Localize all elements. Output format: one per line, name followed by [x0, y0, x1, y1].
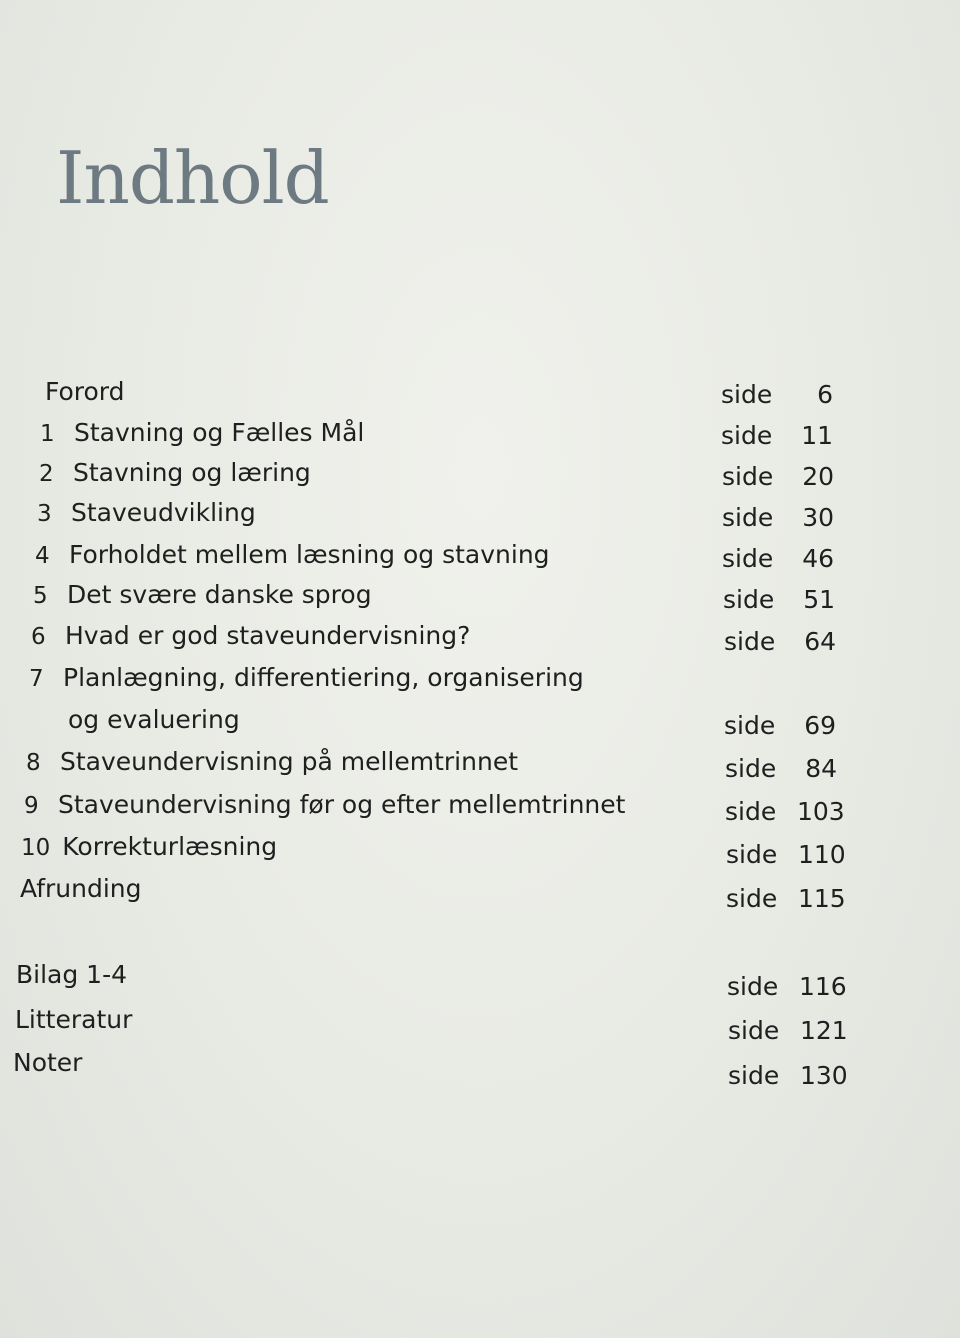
side-label: side	[725, 797, 777, 826]
toc-entry-label: Staveundervisning på mellemtrinnet	[60, 747, 518, 776]
chapter-number: 4	[35, 543, 50, 569]
page-number: 84	[805, 754, 837, 783]
side-label: side	[728, 1016, 780, 1045]
toc-page-bilag	[727, 972, 847, 1002]
toc-entry-label: Forholdet mellem læsning og stavning	[69, 540, 550, 569]
chapter-number: 5	[33, 583, 48, 609]
page-number: 51	[803, 585, 835, 614]
page-number: 130	[800, 1061, 848, 1090]
toc-entry-ch1	[40, 418, 364, 449]
toc-entry-label: Noter	[13, 1048, 83, 1077]
toc-page-forord	[721, 380, 833, 410]
chapter-number: 2	[39, 461, 54, 487]
toc-entry-ch9	[24, 790, 625, 821]
toc-page-ch6	[724, 627, 836, 657]
toc-entry-label: Staveundervisning før og efter mellemtrinnet	[58, 790, 626, 819]
chapter-number: 1	[40, 421, 55, 447]
page-number: 116	[799, 972, 847, 1001]
toc-entry-label-continued: og evaluering	[68, 705, 240, 734]
chapter-number: 7	[29, 666, 44, 692]
toc-page-noter	[728, 1061, 848, 1091]
toc-entry-ch4	[35, 540, 550, 571]
page-number: 121	[800, 1016, 848, 1045]
page-number: 30	[802, 503, 834, 532]
side-label: side	[725, 754, 777, 783]
side-label: side	[721, 380, 773, 409]
toc-page-ch5	[723, 585, 835, 615]
toc-page-ch7	[724, 711, 836, 741]
toc-entry-label: Stavning og læring	[73, 458, 311, 487]
side-label: side	[722, 462, 774, 491]
toc-entry-label: Litteratur	[15, 1005, 133, 1034]
page-number: 115	[798, 884, 846, 913]
page-number: 64	[804, 627, 836, 656]
page-number: 46	[802, 544, 834, 573]
toc-entry-noter	[13, 1048, 82, 1078]
toc-page-ch8	[725, 754, 837, 784]
toc-entry-label: Bilag 1-4	[16, 960, 128, 989]
toc-entry-ch7-line2	[68, 705, 240, 735]
toc-page-ch1	[721, 421, 833, 451]
page-title: Indhold	[56, 136, 329, 220]
chapter-number: 3	[37, 501, 52, 527]
side-label: side	[728, 1061, 780, 1090]
toc-entry-afrunding	[20, 874, 142, 904]
toc-page-ch3	[722, 503, 834, 533]
side-label: side	[723, 585, 775, 614]
side-label: side	[727, 972, 779, 1001]
toc-entry-label: Afrunding	[20, 874, 142, 903]
toc-page-afrunding	[726, 884, 846, 914]
toc-entry-forord	[45, 377, 125, 407]
page-number: 11	[801, 421, 833, 450]
side-label: side	[726, 884, 778, 913]
side-label: side	[726, 840, 778, 869]
side-label: side	[724, 627, 776, 656]
side-label: side	[724, 711, 776, 740]
toc-entry-ch7	[29, 663, 584, 694]
toc-entry-ch8	[26, 747, 518, 778]
chapter-number: 9	[24, 793, 39, 819]
toc-entry-ch3	[37, 498, 256, 529]
toc-entry-label: Staveudvikling	[71, 498, 256, 527]
toc-page-ch10	[726, 840, 846, 870]
side-label: side	[722, 544, 774, 573]
toc-entry-label: Forord	[45, 377, 125, 406]
chapter-number: 6	[31, 624, 46, 650]
toc-page-ch2	[722, 462, 834, 492]
toc-entry-ch2	[39, 458, 311, 489]
toc-page-ch9	[725, 797, 845, 827]
page-number: 69	[804, 711, 836, 740]
toc-page-ch4	[722, 544, 834, 574]
chapter-number: 8	[26, 750, 41, 776]
page-number: 20	[802, 462, 834, 491]
page-number: 6	[817, 380, 833, 409]
toc-entry-ch6	[31, 621, 470, 652]
toc-entry-ch5	[33, 580, 372, 611]
toc-page-litteratur	[728, 1016, 848, 1046]
toc-entry-ch10	[21, 832, 277, 863]
toc-entry-label: Hvad er god staveundervisning?	[65, 621, 471, 650]
toc-entry-label: Det svære danske sprog	[67, 580, 372, 609]
toc-entry-label: Planlægning, differentiering, organisering	[63, 663, 584, 692]
toc-entry-litteratur	[15, 1005, 132, 1035]
side-label: side	[721, 421, 773, 450]
chapter-number: 10	[21, 835, 51, 861]
toc-entry-label: Stavning og Fælles Mål	[74, 418, 365, 447]
page-number: 110	[798, 840, 846, 869]
side-label: side	[722, 503, 774, 532]
toc-entry-label: Korrekturlæsning	[62, 832, 278, 861]
toc-entry-bilag	[16, 960, 127, 990]
page-number: 103	[797, 797, 845, 826]
